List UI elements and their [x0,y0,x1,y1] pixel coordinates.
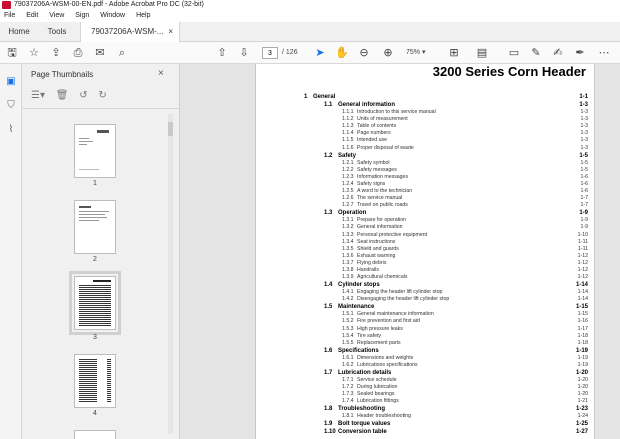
toc-entry[interactable] [304,195,588,202]
toc-entry-number: 1.2.2 [342,166,354,173]
toc-entry-page: 1-15 [575,304,588,311]
hand-tool-icon[interactable]: ✋ [335,47,349,59]
toc-entry-page: 1-12 [577,274,588,281]
toc-entry-number: 1.6.2 [342,361,354,368]
document-view[interactable] [180,64,620,439]
panel-divider [22,108,180,109]
tab-tools[interactable]: Tools [47,27,67,36]
toc-entry-number: 1.3.1 [342,217,354,224]
toc-entry[interactable] [304,152,588,160]
thumbnail-label: 3 [93,334,97,341]
toc-entry-page: 1-11 [578,238,588,245]
toc-entry[interactable] [304,181,588,188]
toc-entry[interactable] [304,296,588,303]
toc-entry[interactable] [304,174,588,181]
toc-entry-number: 1.2 [324,152,333,159]
toc-entry-page: 1-19 [575,347,588,354]
thumbnail-page-selected[interactable] [74,276,116,330]
toc-entry-title: During lubrication [357,384,398,391]
toc-entry-title: Specifications [338,347,379,354]
close-panel-icon[interactable]: × [158,68,164,79]
toc-entry[interactable] [304,347,588,355]
page-up-icon[interactable]: ⇧ [217,47,227,59]
tab-document[interactable] [80,22,180,42]
toc-entry-number: 1.5.3 [342,325,354,332]
toc-entry-page: 1-24 [577,413,588,420]
toc-entry-page: 1-3 [580,137,588,144]
toc-entry[interactable] [304,253,588,260]
toc-entry[interactable] [304,167,588,174]
table-of-contents [304,94,588,436]
toc-entry[interactable] [304,391,588,398]
toc-entry-page: 1-21 [577,398,588,405]
toc-entry-number: 1.5.1 [342,311,354,318]
toc-entry-title: Operation [338,210,367,217]
toc-entry[interactable] [304,318,588,325]
toc-entry[interactable] [304,260,588,267]
toc-entry-number: 1.4 [324,282,333,289]
toc-entry-number: 1.2.6 [342,195,354,202]
menu-view[interactable]: View [49,12,65,19]
toc-entry-title: Cylinder stops [338,282,380,289]
toc-entry-number: 1.1.5 [342,137,354,144]
toc-entry-title: Safety [338,152,357,159]
toc-entry-page: 1-5 [580,159,588,166]
toc-entry-title: Proper disposal of waste [357,144,414,151]
toc-entry-title: Safety messages [357,166,397,173]
toc-entry-title: Replacement parts [357,339,401,346]
toc-entry-title: Troubleshooting [338,406,385,413]
pdf-page [255,64,595,439]
zoom-out-icon[interactable]: ⊖ [359,47,369,59]
toc-entry[interactable] [304,123,588,130]
toc-entry-title: Flying debris [357,259,387,266]
toc-entry-page: 1-17 [577,325,588,332]
toc-entry-number: 1.1 [324,102,333,109]
toc-entry-page: 1-15 [577,311,588,318]
window-title: 79037206A-WSM-00-EN.pdf - Adobe Acrobat Pro DC (32-bit) [14,1,204,8]
menu-sign[interactable]: Sign [75,12,90,19]
toc-entry-page: 1-12 [577,266,588,273]
toc-entry-page: 1-11 [578,245,588,252]
toc-entry-title: Service schedule [357,377,397,383]
toc-entry[interactable] [304,281,588,289]
toc-entry-page: 1-14 [577,296,588,303]
toc-entry-number: 1.6.1 [342,354,354,361]
toc-entry-title: Table of contents [357,123,397,130]
toc-entry-page: 1-3 [580,130,588,137]
toc-entry[interactable] [304,377,588,384]
toc-entry-number: 1.3.5 [342,245,354,252]
toc-entry-page: 1-6 [580,180,588,187]
toc-entry[interactable] [304,94,588,101]
toc-entry-title: Safety signs [357,180,386,187]
toc-entry[interactable] [304,289,588,296]
toc-entry-title: High pressure leaks [357,325,403,332]
thumbnail-3-preview [75,277,115,329]
toc-entry-title: Tire safety [357,332,382,339]
toc-entry-page: 1-16 [577,318,588,325]
toc-entry-page: 1-3 [580,109,588,116]
page-number-input[interactable] [262,47,278,59]
toc-entry-title: Engaging the header lift cylinder stop [357,289,443,296]
toc-entry[interactable] [304,232,588,239]
toc-entry[interactable] [304,202,588,209]
toc-entry-title: Dimensions and weights [357,354,414,361]
toc-entry-number: 1.8.1 [342,413,354,420]
mail-icon[interactable]: ✉ [95,47,105,59]
zoom-value: 75% [406,49,421,56]
thumbnail-label: 1 [93,180,97,187]
toc-entry-page: 1-7 [580,195,588,202]
delete-page-icon[interactable]: 🗑 [55,90,69,101]
toc-entry[interactable] [304,398,588,405]
toc-entry-page: 1-23 [575,406,588,413]
thumbnail-1-preview [75,125,115,177]
toc-entry-title: Header troubleshooting [357,413,411,420]
toc-entry[interactable] [304,274,588,281]
toc-entry-title: Travel on public roads [357,202,408,209]
main-toolbar [0,42,620,64]
toc-entry-number: 1.7 [324,370,333,376]
toc-entry[interactable] [304,362,588,369]
toc-entry-title: General information [338,102,396,109]
highlight-pen-icon[interactable]: ✎ [531,47,541,59]
attachments-icon[interactable]: ⌇ [8,124,14,135]
comment-icon[interactable]: ▭ [508,47,520,59]
toc-entry-title: Page numbers [357,130,391,137]
toc-entry-title: Fire prevention and first aid [357,318,420,325]
toc-entry[interactable] [304,130,588,137]
toc-entry-number: 1.5 [324,304,333,311]
toc-entry-number: 1.1.6 [342,144,354,151]
draw-icon[interactable]: ✍ [553,47,563,59]
toc-entry-number: 1.3.9 [342,274,354,281]
toc-entry-number: 1.2.5 [342,188,354,195]
thumbnail-page[interactable] [74,124,116,178]
bookmark-star-icon[interactable]: ☆ [29,47,39,59]
print-icon[interactable]: ⎙ [73,47,83,59]
more-tools-icon[interactable]: ⋯ [598,47,610,59]
toc-entry-title: Conversion table [338,429,387,436]
toc-entry[interactable] [304,246,588,253]
chevron-down-icon: ▾ [421,49,426,56]
fit-page-icon[interactable]: ⊞ [449,47,459,59]
toc-entry[interactable] [304,116,588,123]
scroll-mode-icon[interactable]: ▤ [476,47,488,59]
toc-entry[interactable] [304,188,588,195]
toc-entry-page: 1-6 [580,188,588,195]
toc-entry-page: 1-3 [579,102,588,109]
toc-entry-number: 1.2.1 [342,159,354,166]
toc-entry-number: 1.7.1 [342,377,354,383]
menu-bar [0,10,620,22]
toc-entry-number: 1.10 [324,429,336,436]
menu-edit[interactable]: Edit [26,12,39,19]
toc-entry-page: 1-5 [579,152,588,159]
menu-window[interactable]: Window [100,12,126,19]
toc-entry-number: 1.7.2 [342,384,354,391]
toc-entry[interactable] [304,101,588,109]
thumbnails-scrollbar-thumb[interactable] [168,122,173,136]
toc-entry-page: 1-19 [577,361,588,368]
toc-entry-number: 1.2.7 [342,202,354,209]
bookmarks-icon[interactable]: ⛉ [7,100,15,111]
toc-entry[interactable] [304,109,588,116]
toc-entry-page: 1-18 [577,339,588,346]
tab-document-label: 79037206A-WSM-... [91,27,164,36]
toc-entry[interactable] [304,355,588,362]
thumbnail-page[interactable] [74,200,116,254]
toc-entry-number: 1.3.8 [342,266,354,273]
toc-entry-page: 1-20 [575,370,588,376]
toc-entry-title: Prepare for operation [357,217,407,224]
toc-entry-page: 1-10 [577,231,588,238]
toc-entry-title: Seat instructions [357,238,396,245]
toc-entry-page: 1-1 [579,94,588,100]
menu-help[interactable]: Help [136,12,151,19]
toc-entry-page: 1-25 [575,421,588,428]
upload-icon[interactable]: ⇪ [51,47,61,59]
thumbnails-scrollbar-track[interactable] [168,114,173,434]
toc-entry[interactable] [304,428,588,436]
toc-entry-number: 1.7.4 [342,398,354,405]
page-total [282,47,298,59]
toc-entry-title: Agricultural chemicals [357,274,408,281]
toc-entry-number: 1.4.2 [342,296,354,303]
toc-entry-page: 1-7 [580,202,588,209]
toc-entry-title: Sealed bearings [357,391,395,398]
thumbnail-page[interactable] [74,354,116,408]
zoom-in-icon[interactable]: ⊕ [383,47,393,59]
document-title: 3200 Series Corn Header [432,64,586,79]
toc-entry-page: 1-5 [580,166,588,173]
toc-entry-number: 1.3.7 [342,259,354,266]
toc-entry-title: Personal protective equipment [357,231,428,238]
toc-entry-title: Intended use [357,137,387,144]
toc-entry-number: 1.2.3 [342,173,354,180]
toc-entry-page: 1-9 [580,217,588,224]
toc-entry-page: 1-20 [577,377,588,383]
toc-entry-number: 1.8 [324,406,333,413]
search-icon[interactable]: ⌕ [118,47,126,59]
left-nav-rail [0,64,22,439]
toc-entry-title: Units of measurement [357,116,408,123]
toc-entry[interactable] [304,209,588,217]
toc-entry-title: Disengaging the header lift cylinder stop [357,296,450,303]
toc-entry[interactable] [304,340,588,347]
panel-toolbar [31,90,115,101]
acrobat-app-icon [2,1,11,9]
toc-entry-title: Lubrication details [338,370,392,376]
toc-entry-page: 1-14 [575,282,588,289]
toc-entry-page: 1-18 [577,332,588,339]
toc-entry[interactable] [304,405,588,413]
toc-entry-title: General [313,94,336,100]
toc-entry[interactable] [304,369,588,377]
fill-sign-icon[interactable]: ✒ [575,47,585,59]
toc-entry[interactable] [304,137,588,144]
toc-entry-number: 1.1.1 [342,109,354,116]
toc-entry-page: 1-20 [577,384,588,391]
toc-entry-page: 1-14 [577,289,588,296]
toc-entry[interactable] [304,224,588,231]
toc-entry-page: 1-6 [580,173,588,180]
page-total-value: 126 [285,49,298,56]
toc-entry-page: 1-12 [577,259,588,266]
toc-entry-number: 1.3.6 [342,252,354,259]
page-down-icon[interactable]: ⇩ [239,47,249,59]
save-icon[interactable]: 🖫 [7,47,17,59]
toc-entry-title: Exhaust warning [357,252,396,259]
page-separator: / [282,49,284,56]
toc-entry-number: 1.3.4 [342,238,354,245]
toc-entry-number: 1.4.1 [342,289,354,296]
toc-entry-title: Information messages [357,173,409,180]
toc-entry-number: 1.1.3 [342,123,354,130]
tab-bar [0,22,620,42]
zoom-select[interactable] [406,47,425,59]
toc-entry[interactable] [304,267,588,274]
thumbnail-options-icon[interactable]: ☰▾ [31,90,45,101]
rotate-left-icon[interactable]: ↺ [79,90,88,101]
toc-entry[interactable] [304,326,588,333]
toc-entry-number: 1.9 [324,421,333,428]
toc-entry-page: 1-12 [577,252,588,259]
toc-entry-title: Maintenance [338,304,375,311]
toc-entry[interactable] [304,239,588,246]
toc-entry-page: 1-9 [579,210,588,217]
panel-title: Page Thumbnails [31,70,94,79]
toc-entry-number: 1 [304,94,308,100]
toc-entry-page: 1-9 [580,224,588,231]
toc-entry-number: 1.5.2 [342,318,354,325]
toc-entry-number: 1.3 [324,210,333,217]
toc-entry-page: 1-20 [577,391,588,398]
toc-entry-title: Bolt torque values [338,421,391,428]
toc-entry[interactable] [304,413,588,420]
toc-entry-number: 1.1.2 [342,116,354,123]
toc-entry[interactable] [304,384,588,391]
toc-entry[interactable] [304,303,588,311]
thumbnail-4-preview [75,355,115,407]
toc-entry-title: Lubrications specifications [357,361,418,368]
thumbnail-2-preview [75,201,115,253]
toc-entry[interactable] [304,420,588,428]
close-tab-icon[interactable]: × [168,27,173,36]
toc-entry-number: 1.5.4 [342,332,354,339]
toc-entry-title: A word to the technician [357,188,413,195]
toc-entry-page: 1-27 [575,429,588,436]
title-bar [0,0,620,10]
toc-entry-number: 1.5.5 [342,339,354,346]
toc-entry-title: The service manual [357,195,403,202]
thumbnail-page[interactable] [74,430,116,439]
toc-entry-title: Handrails [357,266,379,273]
thumbnail-label: 2 [93,256,97,263]
toc-entry[interactable] [304,217,588,224]
toc-entry-number: 1.3.2 [342,224,354,231]
toc-entry[interactable] [304,160,588,167]
thumbnail-label: 4 [93,410,97,417]
toc-entry-number: 1.6 [324,347,333,354]
toc-entry-page: 1-3 [580,123,588,130]
toc-entry-page: 1-3 [580,144,588,151]
thumbnails-panel [22,64,180,439]
toc-entry[interactable] [304,145,588,152]
toc-entry-title: Safety symbol [357,159,390,166]
page-thumbnails-icon[interactable]: ▣ [6,76,16,87]
toc-entry-number: 1.1.4 [342,130,354,137]
toc-entry-page: 1-3 [580,116,588,123]
toc-entry-title: Lubrication fittings [357,398,399,405]
toc-entry-title: Introduction to this service manual [357,109,436,116]
toc-entry-title: General maintenance information [357,311,434,318]
select-cursor-icon[interactable]: ➤ [315,47,325,59]
toc-entry-title: Shield and guards [357,245,399,252]
toc-entry[interactable] [304,311,588,318]
rotate-right-icon[interactable]: ↻ [98,90,107,101]
toc-entry-number: 1.7.3 [342,391,354,398]
toc-entry-number: 1.2.4 [342,180,354,187]
toc-entry-title: General information [357,224,403,231]
menu-file[interactable]: File [4,12,16,19]
toc-entry-page: 1-19 [577,354,588,361]
toc-entry-number: 1.3.3 [342,231,354,238]
toc-entry[interactable] [304,333,588,340]
tab-home[interactable]: Home [8,27,30,36]
